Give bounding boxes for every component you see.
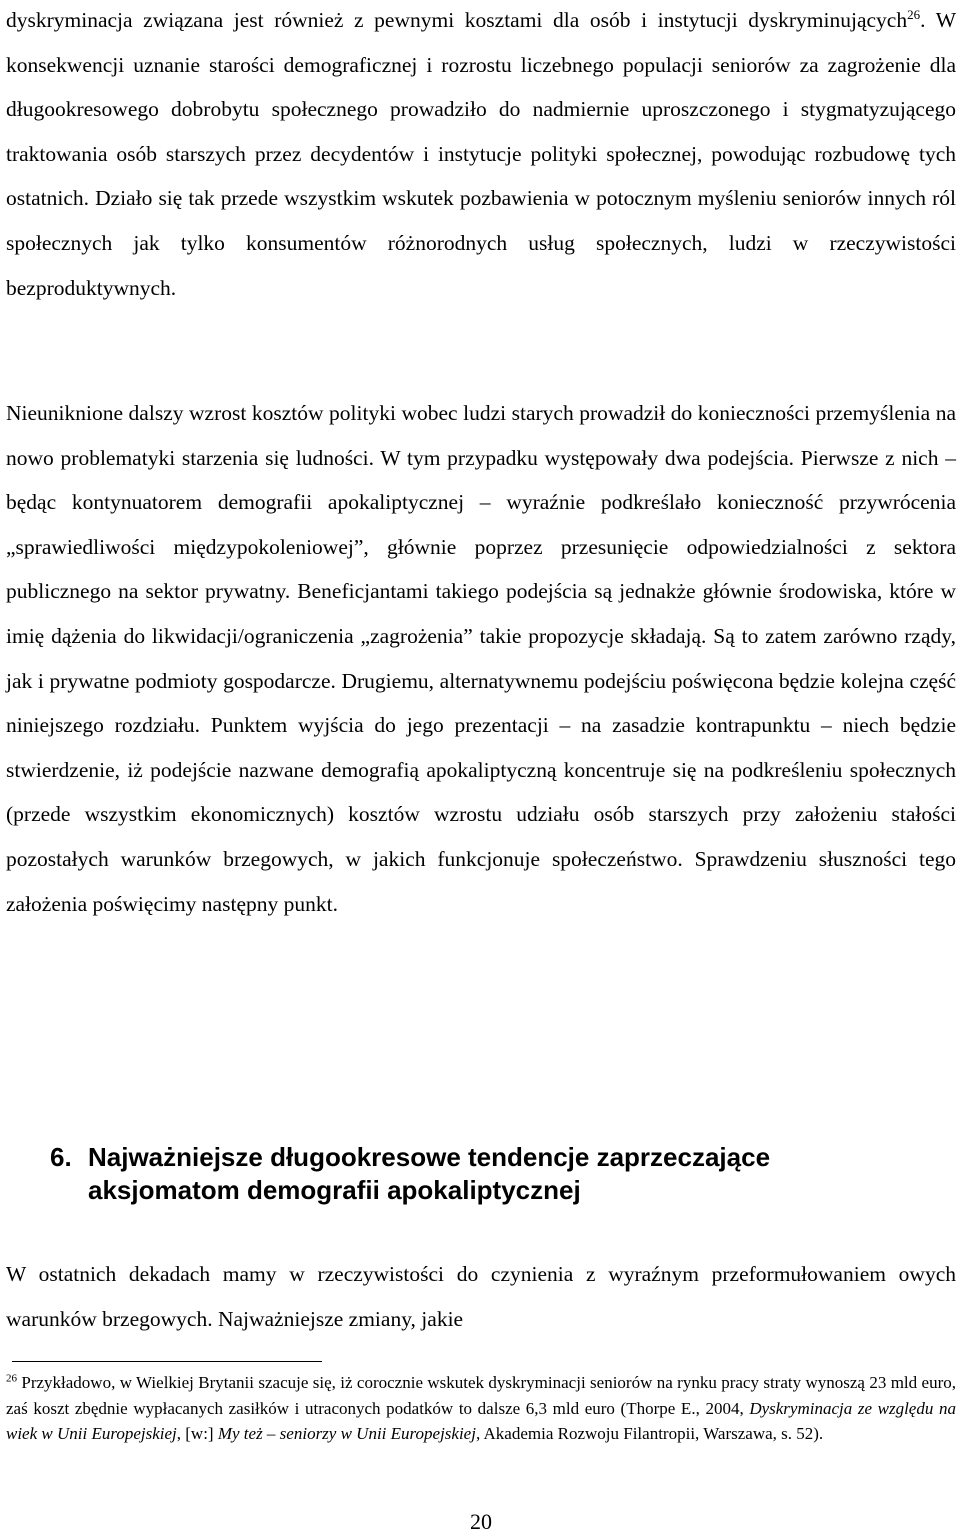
footnote-text-end: , Akademia Rozwoju Filantropii, Warszawa, s. 52). xyxy=(475,1424,824,1443)
footnote-book-title: My też – seniorzy w Unii Europejskiej xyxy=(217,1424,476,1443)
paragraph-line: dyskryminacja związana jest również z pewnymi kosztami dla osób i instytucji dyskryminujących xyxy=(6,8,908,32)
footnote-title: Dyskryminacja ze względu na wiek w Unii Europejskiej xyxy=(6,1398,956,1443)
footnote-divider xyxy=(12,1361,322,1362)
page-number: 20 xyxy=(470,1509,492,1534)
footnote-number: 26 xyxy=(6,1372,17,1385)
section-number: 6. xyxy=(50,1142,72,1172)
paragraph-two: Nieuniknione dalszy wzrost kosztów polityki wobec ludzi starych prowadził do konieczności przemyślenia na nowo problematyki starzenia się ludności. W tym przypadku występowały dwa podejścia. Pierwsze z nich – będąc kontynuatorem demografii apokaliptycznej – wyraźnie podkreślało konieczność przywrócenia „sprawiedliwości międzypokoleniowej”, głównie poprzez przesunięcie odpowiedzialności z sektora publicznego na sektor prywatny. Beneficjantami takiego podejścia są jednakże głównie środowiska, które w imię dążenia do likwidacji/ograniczenia „zagrożenia” takie propozycje składają. Są to zatem zarówno rządy, jak i prywatne podmioty gospodarcze. Drugiemu, alternatywnemu podejściu poświęcona będzie kolejna część niniejszego rozdziału. Punktem wyjścia do jego prezentacji – na zasadzie kontrapunktu – niech będzie stwierdzenie, iż podejście nazwane demografią apokaliptyczną koncentruje się na podkreśleniu społecznych (przede wszystkim ekonomicznych) kosztów wzrostu udziału osób starszych przy założeniu stałości pozostałych warunków brzegowych, w jakich funkcjonuje społeczeństwo. Sprawdzeniu słuszności tego założenia poświęcimy następny punkt. xyxy=(6,401,956,916)
paragraph-text: W konsekwencji uznanie starości demograficznej i rozrostu liczebnego populacji seniorów za zagrożenie dla długookresowego dobrobytu społecznego prowadziło do nadmiernie uproszczonego i stygmatyzującego traktowania osób starszych przez decydentów i instytucje polityki społecznej, powodując rozbudowę tych ostatnich. Działo się tak przede wszystkim wskutek pozbawienia w potocznym myśleniu seniorów innych ról społecznych jak tylko konsumentów różnorodnych usług społecznych, ludzi w rzeczywistości bezproduktywnych. xyxy=(6,8,956,300)
footnote-reference[interactable]: 26 xyxy=(907,6,921,22)
section-title-line2: aksjomatom demografii apokaliptycznej xyxy=(88,1175,581,1205)
section-title-line1: Najważniejsze długookresowe tendencje zaprzeczające xyxy=(88,1142,771,1172)
footnote xyxy=(6,1370,956,1447)
footnote-text-connector: , [w:] xyxy=(176,1424,218,1443)
section-heading xyxy=(50,1141,870,1207)
paragraph-continuation xyxy=(6,0,956,310)
paragraph-punctuation: . xyxy=(920,8,926,32)
paragraph-three: W ostatnich dekadach mamy w rzeczywistości do czynienia z wyraźnym przeformułowaniem owych warunków brzegowych. Najważniejsze zmiany, jakie xyxy=(6,1262,956,1331)
footnote-text: Przykładowo, w Wielkiej Brytanii szacuje się, iż corocznie wskutek dyskryminacji seniorów na rynku pracy straty wynoszą 23 mld euro, zaś koszt zbędnie wypłacanych zasiłków i utraconych podatków to dalsze 6,3 mld euro (Thorpe E., 2004, xyxy=(6,1373,956,1418)
